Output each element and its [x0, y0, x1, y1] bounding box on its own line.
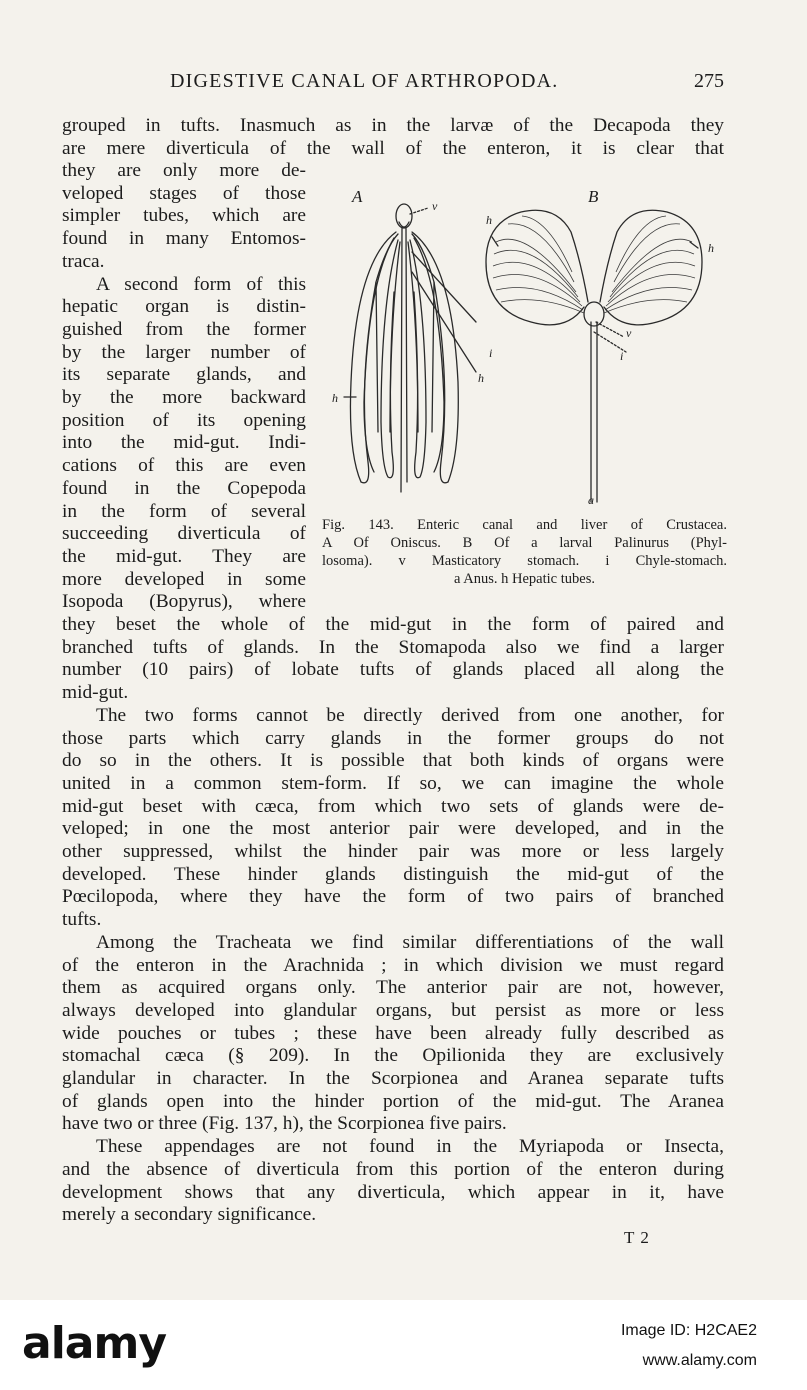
- text-line: and the absence of diverticula from this portion of the enteron during: [62, 1158, 724, 1180]
- text-line: simpler tubes, which are: [62, 205, 306, 227]
- text-line: traca.: [62, 250, 105, 272]
- letter-h-a: h: [332, 391, 338, 405]
- text-line: mid-gut.: [62, 682, 129, 704]
- letter-v-b: v: [626, 326, 632, 340]
- text-line: Isopoda (Bopyrus), where: [62, 591, 306, 613]
- figure-caption: [322, 516, 727, 588]
- letter-i-a: i: [489, 346, 493, 360]
- label-a: A: [352, 187, 363, 206]
- text-line: them as acquired organs only. The anterior pair are not, however,: [62, 977, 724, 999]
- letter-h-b: h: [486, 213, 492, 227]
- text-line: are mere diverticula of the wall of the enteron, it is clear that: [62, 137, 724, 159]
- text-line: cations of this are even: [62, 455, 306, 477]
- text-line: tufts.: [62, 909, 102, 931]
- text-line: other suppressed, whilst the hinder pair was more or less largely: [62, 841, 724, 863]
- text-line: into the mid-gut. Indi-: [62, 432, 306, 454]
- stock-footer: [0, 1300, 807, 1390]
- text-line: more developed in some: [62, 568, 306, 590]
- text-line: veloped; in one the most anterior pair were developed, and in the: [62, 818, 724, 840]
- text-line: its separate glands, and: [62, 364, 306, 386]
- caption-line: a Anus. h Hepatic tubes.: [454, 571, 595, 587]
- text-line: branched tufts of glands. In the Stomapoda also we find a larger: [62, 636, 724, 658]
- text-line: mid-gut beset with cæca, from which two sets of glands were de-: [62, 795, 724, 817]
- text-line: united in a common stem-form. If so, we can imagine the whole: [62, 772, 724, 794]
- letter-i-b: i: [620, 349, 624, 363]
- paragraph-top: [62, 115, 724, 160]
- letter-h-a2: h: [478, 371, 484, 385]
- signature-mark: T 2: [624, 1228, 650, 1247]
- text-line: those parts which carry glands in the former groups do not: [62, 727, 724, 749]
- text-line: succeeding diverticula of: [62, 523, 306, 545]
- page-header: [62, 70, 724, 100]
- site-url: www.alamy.com: [642, 1352, 757, 1369]
- label-b: B: [588, 187, 599, 206]
- text-line: found in many Entomos-: [62, 228, 306, 250]
- paragraph-column: [62, 160, 306, 614]
- text-line: have two or three (Fig. 137, h), the Scorpionea five pairs.: [62, 1113, 507, 1135]
- text-line: Pœcilopoda, where they have the form of two pairs of branched: [62, 886, 724, 908]
- text-line: merely a secondary significance.: [62, 1204, 317, 1226]
- caption-line: Fig. 143. Enteric canal and liver of Crustacea.: [322, 517, 727, 533]
- letter-a-b: a: [588, 493, 594, 507]
- text-line: development shows that any diverticula, which appear in it, have: [62, 1181, 724, 1203]
- text-line: wide pouches or tubes ; these have been already fully described as: [62, 1022, 724, 1044]
- enteric-canal-illustration: [326, 182, 728, 512]
- text-line: hepatic organ is distin-: [62, 296, 306, 318]
- text-line: stomachal cæca (§ 209). In the Opilionida they are exclusively: [62, 1045, 724, 1067]
- page-number: 275: [694, 70, 724, 92]
- text-line: A second form of this: [96, 273, 306, 295]
- text-line: guished from the former: [62, 318, 306, 340]
- letter-h-b2: h: [708, 241, 714, 255]
- text-line: of glands open into the hinder portion of the mid-gut. The Aranea: [62, 1090, 724, 1112]
- text-line: veloped stages of those: [62, 182, 306, 204]
- text-line: always developed into glandular organs, but persist as more or less: [62, 999, 724, 1021]
- text-line: by the more backward: [62, 387, 306, 409]
- paragraph-main: [62, 614, 724, 1227]
- letter-v-a: v: [432, 199, 438, 213]
- text-line: position of its opening: [62, 409, 306, 431]
- text-line: in the form of several: [62, 500, 306, 522]
- text-line: These appendages are not found in the Myriapoda or Insecta,: [96, 1136, 724, 1158]
- text-line: number (10 pairs) of lobate tufts of glands placed all along the: [62, 659, 724, 681]
- text-line: Among the Tracheata we find similar differentiations of the wall: [96, 931, 724, 953]
- text-line: The two forms cannot be directly derived from one another, for: [96, 704, 724, 726]
- image-id: Image ID: H2CAE2: [620, 1322, 757, 1339]
- text-line: developed. These hinder glands distinguish the mid-gut of the: [62, 863, 724, 885]
- figure-143: [326, 182, 728, 512]
- caption-line: losoma). v Masticatory stomach. i Chyle-stomach.: [322, 553, 727, 569]
- text-line: of the enteron in the Arachnida ; in which division we must regard: [62, 954, 724, 976]
- text-line: found in the Copepoda: [62, 477, 306, 499]
- text-line: they beset the whole of the mid-gut in the form of paired and: [62, 614, 724, 635]
- text-line: do so in the others. It is possible that both kinds of organs were: [62, 750, 724, 772]
- text-line: glandular in character. In the Scorpionea and Aranea separate tufts: [62, 1068, 724, 1090]
- alamy-logo: alamy: [22, 1318, 166, 1369]
- text-line: the mid-gut. They are: [62, 545, 306, 567]
- text-line: by the larger number of: [62, 341, 306, 363]
- running-head: DIGESTIVE CANAL OF ARTHROPODA.: [170, 70, 559, 92]
- caption-line: A Of Oniscus. B Of a larval Palinurus (Phyl-: [322, 535, 727, 551]
- text-line: grouped in tufts. Inasmuch as in the larvæ of the Decapoda they: [62, 115, 724, 136]
- text-line: they are only more de-: [62, 160, 306, 181]
